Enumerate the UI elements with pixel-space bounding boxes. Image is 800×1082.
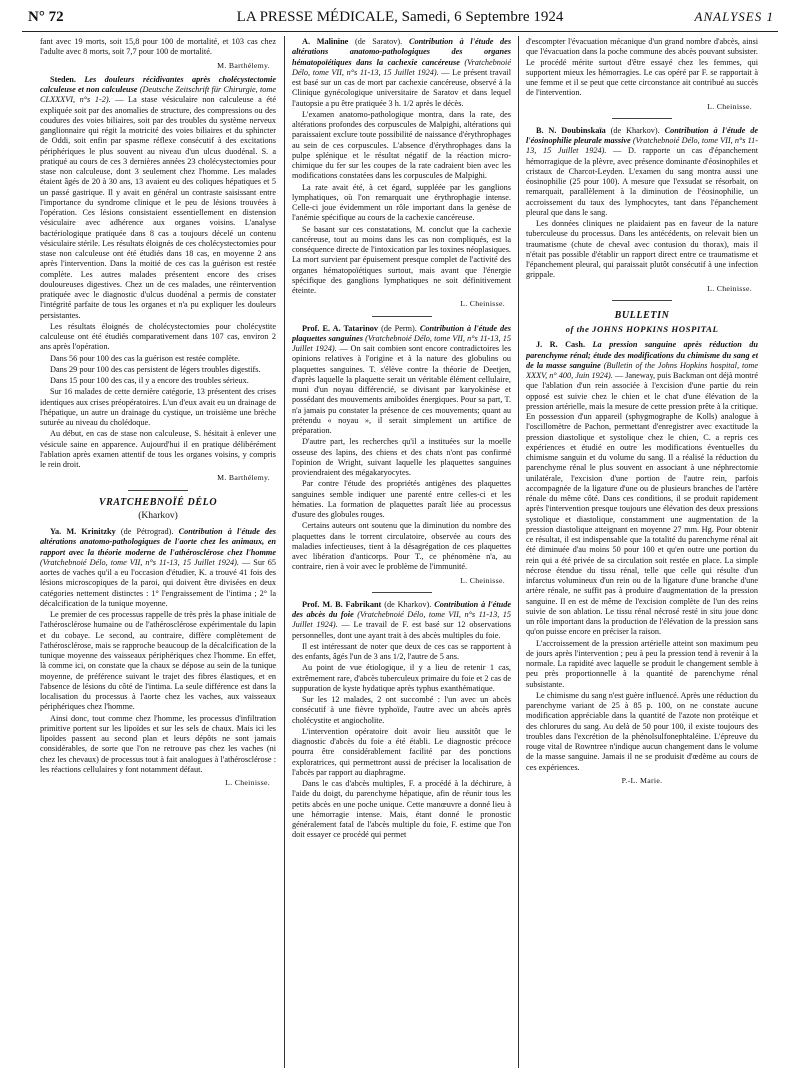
article-text: — Le travail de F. est basé sur 12 observations personnelles, dont une ayant trait à des abcès multiples du foie. (292, 620, 511, 640)
article-source: (Deutsche Zeitschrift für Chirurgie, tome CLXXXVI, n°s 1-2). (40, 85, 276, 105)
separator (612, 118, 672, 119)
article-paragraph: Le chimisme du sang n'est guère influencé. Après une réduction du parenchyme variant de 25 à 85 p. 100, on ne constate aucune modification appréciable dans la quantité de l'azote non protéique et des chlorures du sang. Au delà de 50 pour 100, il existe toujours des troubles dans l'excrétion de la phénolsulfonephtaléine. L'épreuve du rouge vital de Rowntree n'indique aucun changement dans le volume de la masse sanguine. Jamais il ne se produisit d'œdème au cours de ces expériences. (526, 690, 758, 772)
abstract-heading (292, 37, 511, 109)
article-text: — Janeway, puis Backman ont déjà montré que l'ablation d'un rein associée à l'excision d'une partie du rein opposé est suivie chez le chien et le chat d'une élévation de la pression artérielle, mais la mesure de cette pression prête à la critique. En possession d'un appareil (sphygmographe de Kolls) analogue à l'oscillomètre de Pachon, permettant d'enregistrer avec exactitude la pression diastolique et systolique chez le chien, C. a repris ces expériences et étudié en outre les modifications éventuelles du chimisme sanguin et du volume du sang. Il a réalisé la réduction du parenchyme rénal le plus souvent en associant à une néphrectomie unilatérale, l'excision d'une portion de l'autre rein, parfois accompagnée de la ligature d'une ou de plusieurs branches de l'artère rénale du même côté. Dans ces conditions, il se produit rapidement après l'intervention presque toujours une élévation des deux pressions systolique et diastolique, constamment une augmentation de la pression diastolique atteignant en moyenne 27 mm. Hg. Pour obtenir ce résultat, il est indispensable que la totalité du parenchyme rénal ait été diminuée d'au moins 50 pour 100 et qu'en outre une portion du rein qui a été privée de sa circulation soit restée en place. La simple nécrose étendue du tissu rénal, telle que celle qui résulte d'un infarctus volumineux d'un rein ou de la ligature d'une branche d'une artère rénale, ne suffit pas à produire d'augmentation de la pression sanguine. Il en est de même de l'excision complète de l'un des reins suivie de son ablation. Le tissu rénal nécrosé resté in situ joue donc un rôle important dans la production de l'élévation de la pression sans qu'on puisse encore en préciser la raison. (526, 371, 758, 637)
article-author: Ya. M. Krinitzky (50, 527, 116, 536)
article-text: — D. rapporte un cas d'épanchement hémorragique de la plèvre, avec présence dominante d'éosinophiles et cristaux de Charcot-Leyden. L'examen du sang montra aussi une éosinophilie (25 pour 100). A mesure que l'exsudat se résorbait, on remarquait, parallèlement à la diminution de l'éosinophilie, un accroissement du taux des lymphocytes, tant dans l'épanchement pleural que dans le sang. (526, 146, 758, 217)
article-paragraph: Par contre l'étude des propriétés antigènes des plaquettes sanguines semble indiquer une parenté entre celles-ci et les hématies. La formation de plaquettes paraît liée au processus d'usure des globules rouges. (292, 479, 511, 519)
article-title: Contribution à l'étude des abcès du foie (292, 599, 511, 619)
article-source: (Vratchebnoié Délo, tome VII, n°s 11-13, 15 Juillet 1924). (526, 136, 758, 156)
article-source: (Vratchebnoié Délo, tome VII, n°s 11-13, 15 Juillet 1924). (292, 57, 511, 77)
column-divider-2 (518, 36, 519, 1068)
article-title: Contribution à l'étude des altérations anatomo-pathologiques des organes hématopoïétiques dans la cachexie cancéreuse (292, 37, 511, 67)
article-text: — On sait combien sont encore contradictoires les opinions relatives à l'origine et à la nature des globulins ou plaquettes sanguines. T. s'élève contre la théorie de Deetjen, d'après laquelle la plaquette serait un véritable élément cellulaire, muni d'un noyau différencié, se divisant par karyokinèse et possédant des mouvements amiboïdes énergiques. Pour sa part, T. n'a jamais pu constater la présence de ces mouvements; quant au prétendu « noyau », il serait simplement un artifice de préparation. (292, 344, 511, 435)
article-paragraph: Dans 29 pour 100 des cas persistent de légers troubles digestifs. (50, 364, 261, 374)
article-author: J. R. Cash. (536, 340, 586, 350)
column-1 (40, 37, 276, 1070)
article-paragraph: L'intervention opératoire doit avoir lieu aussitôt que le diagnostic d'abcès du foie a été établi. Le diagnostic précoce pourra être considérablement facilité par des ponctions exploratrices, qui permettront aussi de préciser la localisation de l'abcès par rapport au diaphragme. (292, 726, 511, 777)
signature: M. Barthélemy. (217, 60, 270, 70)
article-title: Les douleurs récidivantes après cholécystectomie calculeuse et non calculeuse (40, 74, 276, 94)
author-place: (de Saratov). (355, 37, 403, 46)
article-source: (Bulletin of the Johns Hopkins hospital, tome XXXV, n° 400, Juin 1924). (526, 360, 758, 380)
article-author: Steden. (50, 74, 76, 84)
article-text: — Le présent travail est basé sur un cas de mort par cachexie cancéreuse, observé à la Clinique gynécologique universitaire de Saratov et dans lequel l'autopsie a pu être pratiquée 3 h. 1/2 après le décès. (292, 67, 511, 108)
article-title: Contribution à l'étude des altérations anatomo-pathologiques de l'aorte chez les animaux, en rapport avec la théorie moderne de l'athérosclérose chez l'homme (40, 527, 276, 557)
abstract-heading (526, 340, 758, 637)
article-text: — La stase vésiculaire non calculeuse a été expliquée soit par des anomalies de structure, des compressions ou des coudures des voies biliaires, soit par des troubles du système nerveux ganglionnaire qui régit la motricité des voies biliaires et du sphincter de Oddi, soit enfin par spasme réflexe consécutif à des excitations périphériques le plus souvent au niveau d'un ulcus duodénal. S. a pratiqué au cours de ces 3 dernières années 23 cholécystectomies pour stase non calculeuse, dont 3 seulement chez l'homme. Les malades étaient âgés de 20 à 30 ans, 13 avaient eu des coliques hépatiques et 5 un passé gastrique. Il y avait en général un contraste saisissant entre l'importance du syndrome clinique et le peu de lésions trouvées à l'opération. Ces lésions consistaient essentiellement en distension vésiculaire avec adhérence aux organes voisins. L'analyse bactériologique pratiquée dans 8 cas a toujours décelé un contenu vésiculaire stérile. Les résultats éloignés de ces cholécystectomies pour stase non calculeuse ont été étudiés dans 18 cas, en moyenne 2 ans après l'intervention. Dans la moitié de ces cas la guérison est restée complète. Les autres malades présentent encore des crises douloureuses digestives. Chez un de ces malades, une réintervention pratiquée avec le diagnostic d'ulcus duodénal a permis de constater l'intégrité parfaite de tous les organes et n'a pu expliquer les douleurs persistantes. (40, 95, 276, 320)
header-rule (22, 31, 778, 32)
article-paragraph: Certains auteurs ont soutenu que la diminution du nombre des plaquettes dans le torrent circulatoire, observée au cours des maladies infectieuses, tient à la désagrégation de ces plaquettes avec libération d'anticorps. Pour T., ce phénomène n'a, au contraire, rien à voir avec le problème de l'immunité. (292, 521, 511, 572)
signature: L. Cheinisse. (225, 778, 270, 787)
article-paragraph: D'autre part, les recherches qu'il a instituées sur la moelle osseuse des lapins, des chiens et des chats n'ont pas confirmé l'opinion de Wright, suivant laquelle les plaquettes sanguines proviendraient des mégakaryocytes. (292, 437, 511, 477)
article-author: A. Malinine (302, 37, 349, 46)
article-paragraph: Se basant sur ces constatations, M. conclut que la cachexie cancéreuse, tout au moins dans les cas non compliqués, est la conséquence directe de l'intoxication par les toxines néoplasiques. La mort survient par épuisement presque complet de l'activité des organes hématopoïétiques surtout, mais avant que l'énergie spécifique des ganglions lymphatiques ne soit définitivement éteinte. (292, 224, 511, 295)
abstract-heading (292, 324, 511, 437)
article-paragraph: Dans le cas d'abcès multiples, F. a procédé à la déchirure, à l'aide du doigt, du parenchyme hépatique, afin de réunir tous les petits abcès en une poche unique. Cette manœuvre a donné lieu à une hémorragie intense. Mais, étant donné le pronostic généralement fatal de l'abcès multiple du foie, F. estime que l'on doit essayer ce procédé qui permet (292, 779, 511, 840)
abstract-heading (40, 75, 276, 321)
article-paragraph: Au point de vue étiologique, il y a lieu de retenir 1 cas, extrêmement rare, d'abcès tuberculeux primaire du foie et 2 cas de suppuration de kyste hydatique après typhus exanthématique. (292, 663, 511, 693)
article-author: Prof. M. B. Fabrikant (302, 599, 382, 609)
section-subtitle: of the JOHNS HOPKINS HOSPITAL (565, 324, 719, 334)
article-paragraph: Au début, en cas de stase non calculeuse, S. hésitait à enlever une vésicule saine en apparence. Aujourd'hui il en pratique délibérément l'ablation après examen attentif de tous les organes voisins, y compris le rein droit. (40, 429, 276, 469)
article-title: Contribution à l'étude des plaquettes sanguines (292, 323, 511, 343)
separator (372, 316, 432, 317)
signature: L. Cheinisse. (707, 283, 752, 293)
author-place: (de Kharkov). (610, 125, 660, 135)
article-source: (Vratchebnoié Délo, tome VII, n°s 11-13, 15 Juillet 1924). (292, 333, 511, 353)
signature: L. Cheinisse. (707, 101, 752, 111)
signature: M. Barthélemy. (217, 473, 270, 483)
article-source: (Vratchebnoié Délo, tome VII, n°s 11-13, 15 Juillet 1924). (40, 557, 239, 567)
column-divider-1 (284, 36, 285, 1068)
author-place: (de Pétrograd). (120, 527, 174, 536)
article-paragraph: Dans 56 pour 100 des cas la guérison est restée complète. (50, 353, 240, 363)
article-paragraph: Sur 16 malades de cette dernière catégorie, 13 présentent des crises identiques aux crises préopératoires. L'un d'eux avait eu un drainage de l'hépatique, un autre un drainage du cystique, un troisième une brèche suturée au niveau du cholédoque. (40, 387, 276, 427)
article-paragraph: La rate avait été, à cet égard, suppléée par les ganglions lymphatiques, où l'on remarquait une érythrophagie intense. Celle-ci joue évidemment un rôle important dans la genèse de l'anémie spécifique au cours de la cachexie cancéreuse. (292, 182, 511, 223)
abstract-heading (40, 527, 276, 609)
signature: P.-L. Marie. (621, 775, 663, 785)
column-3 (526, 37, 758, 1070)
article-author: B. N. Doubinskaïa (536, 125, 606, 135)
article-author: Prof. E. A. Tatarinov (302, 323, 379, 333)
article-paragraph: Dans 15 pour 100 des cas, il y a encore des troubles sérieux. (50, 376, 249, 385)
separator (372, 592, 432, 593)
article-paragraph: Les résultats éloignés de cholécystectomies pour cholécystite calculeuse ont été étudiés comparativement dans 107 cas, environ 2 ans après l'opération. (40, 321, 276, 352)
article-text: — Sur 65 aortes de vaches qu'il a eu l'occasion d'étudier, K. a trouvé 41 fois des lésions microscopiques de la paroi, qui doivent être divisées en deux catégories nettement distinctes : 1° l'engraissement de l'intima ; 2° la décalcification de la tunique moyenne. (40, 557, 276, 608)
article-source: (Vratchebnoié Délo, tome VII, n°s 11-13, 15 Juillet 1924). (292, 610, 511, 630)
page-number: N° 72 (28, 9, 64, 25)
separator (612, 300, 672, 301)
article-paragraph: L'examen anatomo-pathologique montra, dans la rate, des altérations profondes des corpuscules de Malpighi, altérations qui paraissaient exclure toute possibilité de naissance d'érythrophages au sein de ces corpuscules. L'absence d'érythrophages dans la pulpe splénique et le résultat négatif de la réaction micro-chimique du fer sur les coupes de la rate cadraient bien avec les modifications constatées dans les corpuscules de Malpighi. (292, 109, 511, 181)
separator (128, 490, 188, 491)
article-title: Contribution à l'étude de l'éosinophilie pleurale massive (526, 125, 758, 145)
section-subtitle: (Kharkov) (138, 510, 178, 521)
section-mark: ANALYSES 1 (694, 9, 774, 24)
section-title: VRATCHEBNOÏÉ DÉLO (98, 496, 218, 508)
abstract-heading (526, 126, 758, 218)
article-title: La pression sanguine après réduction du parenchyme rénal; étude des modifications du chimisme du sang et de la masse sanguine (526, 340, 758, 370)
column-2 (292, 37, 511, 1070)
section-title: BULLETIN (614, 309, 670, 321)
page-header (22, 6, 778, 28)
article-paragraph: Les données cliniques ne plaidaient pas en faveur de la nature tuberculeuse du processus. Dans les antécédents, on relevait bien un traumatisme (chute de cheval avec contusion du thorax), mais il n'était pas possible d'établir un rapport direct entre ce traumatisme et l'épanchement pleural, qui paraissait plutôt consécutif à une infection grippale. (526, 219, 758, 280)
article-paragraph: Ainsi donc, tout comme chez l'homme, les processus d'infiltration primitive portent sur les lipoïdes et sur les sels de chaux. Mais ici les lipoïdes passent au second plan et leurs dépôts ne sont jamais considérables, de sorte que l'on ne retrouve pas chez les vaches (ni chez les chevaux) de processus tout à fait analogues à l'athérosclérose : les réactions cellulaires y font notamment défaut. (40, 713, 276, 774)
article-paragraph: Sur les 12 malades, 2 ont succombé : l'un avec un abcès consécutif à une fièvre typhoïde, l'autre avec un abcès après cholécystite et angiocholite. (292, 695, 511, 725)
continued-text: d'escompter l'évacuation mécanique d'un grand nombre d'abcès, ainsi que l'évacuation dans la poche commune des abcès pouvant subsister. Le procédé mérite surtout d'être essayé chez les femmes, qui supportent mieux les hémorragies. Le cas opéré par F. se rapportait à une femme et il se peut que cette circonstance ait contribué au succès de l'intervention. (526, 37, 758, 98)
abstract-heading (292, 600, 511, 641)
article-paragraph: Le premier de ces processus rappelle de très près la phase initiale de l'athérosclérose humaine ou de l'athérosclérose expérimentale du lapin et du cobaye. Le second, au contraire, diffère complètement de l'athérosclérose, mais se rapproche beaucoup de la décalcification de la tunique moyenne des vaisseaux périphériques chez l'homme. En effet, là comme ici, on constate que la chaux se dépose au sein de la tunique moyenne, de préférence suivant le trajet des fibres élastiques, et en l'absence de lésions du côté de l'intima. La seule différence est dans la localisation du processus à l'aorte chez les vaches, aux vaisseaux périphériques chez l'homme. (40, 610, 276, 712)
author-place: (de Kharkov). (384, 599, 432, 609)
signature: L. Cheinisse. (460, 299, 505, 309)
signature: L. Cheinisse. (460, 575, 505, 585)
journal-title: LA PRESSE MÉDICALE, Samedi, 6 Septembre 1924 (236, 9, 564, 25)
continued-text: fant avec 19 morts, soit 15,8 pour 100 de mortalité, et 103 cas chez l'adulte avec 8 morts, soit 7,7 pour 100 de mortalité. (40, 37, 276, 57)
author-place: (de Perm). (381, 323, 417, 333)
article-paragraph: Il est intéressant de noter que deux de ces cas se rapportent à des enfants, âgés l'un de 3 ans 1/2, l'autre de 5 ans. (292, 641, 511, 661)
article-paragraph: L'accroissement de la pression artérielle atteint son maximum peu de jours après l'intervention ; peu à peu la pression tend à revenir à la normale. La rapidité avec laquelle se produit le changement semble à peu près proportionnelle à la quantité de parenchyme rénal subsistante. (526, 638, 758, 689)
